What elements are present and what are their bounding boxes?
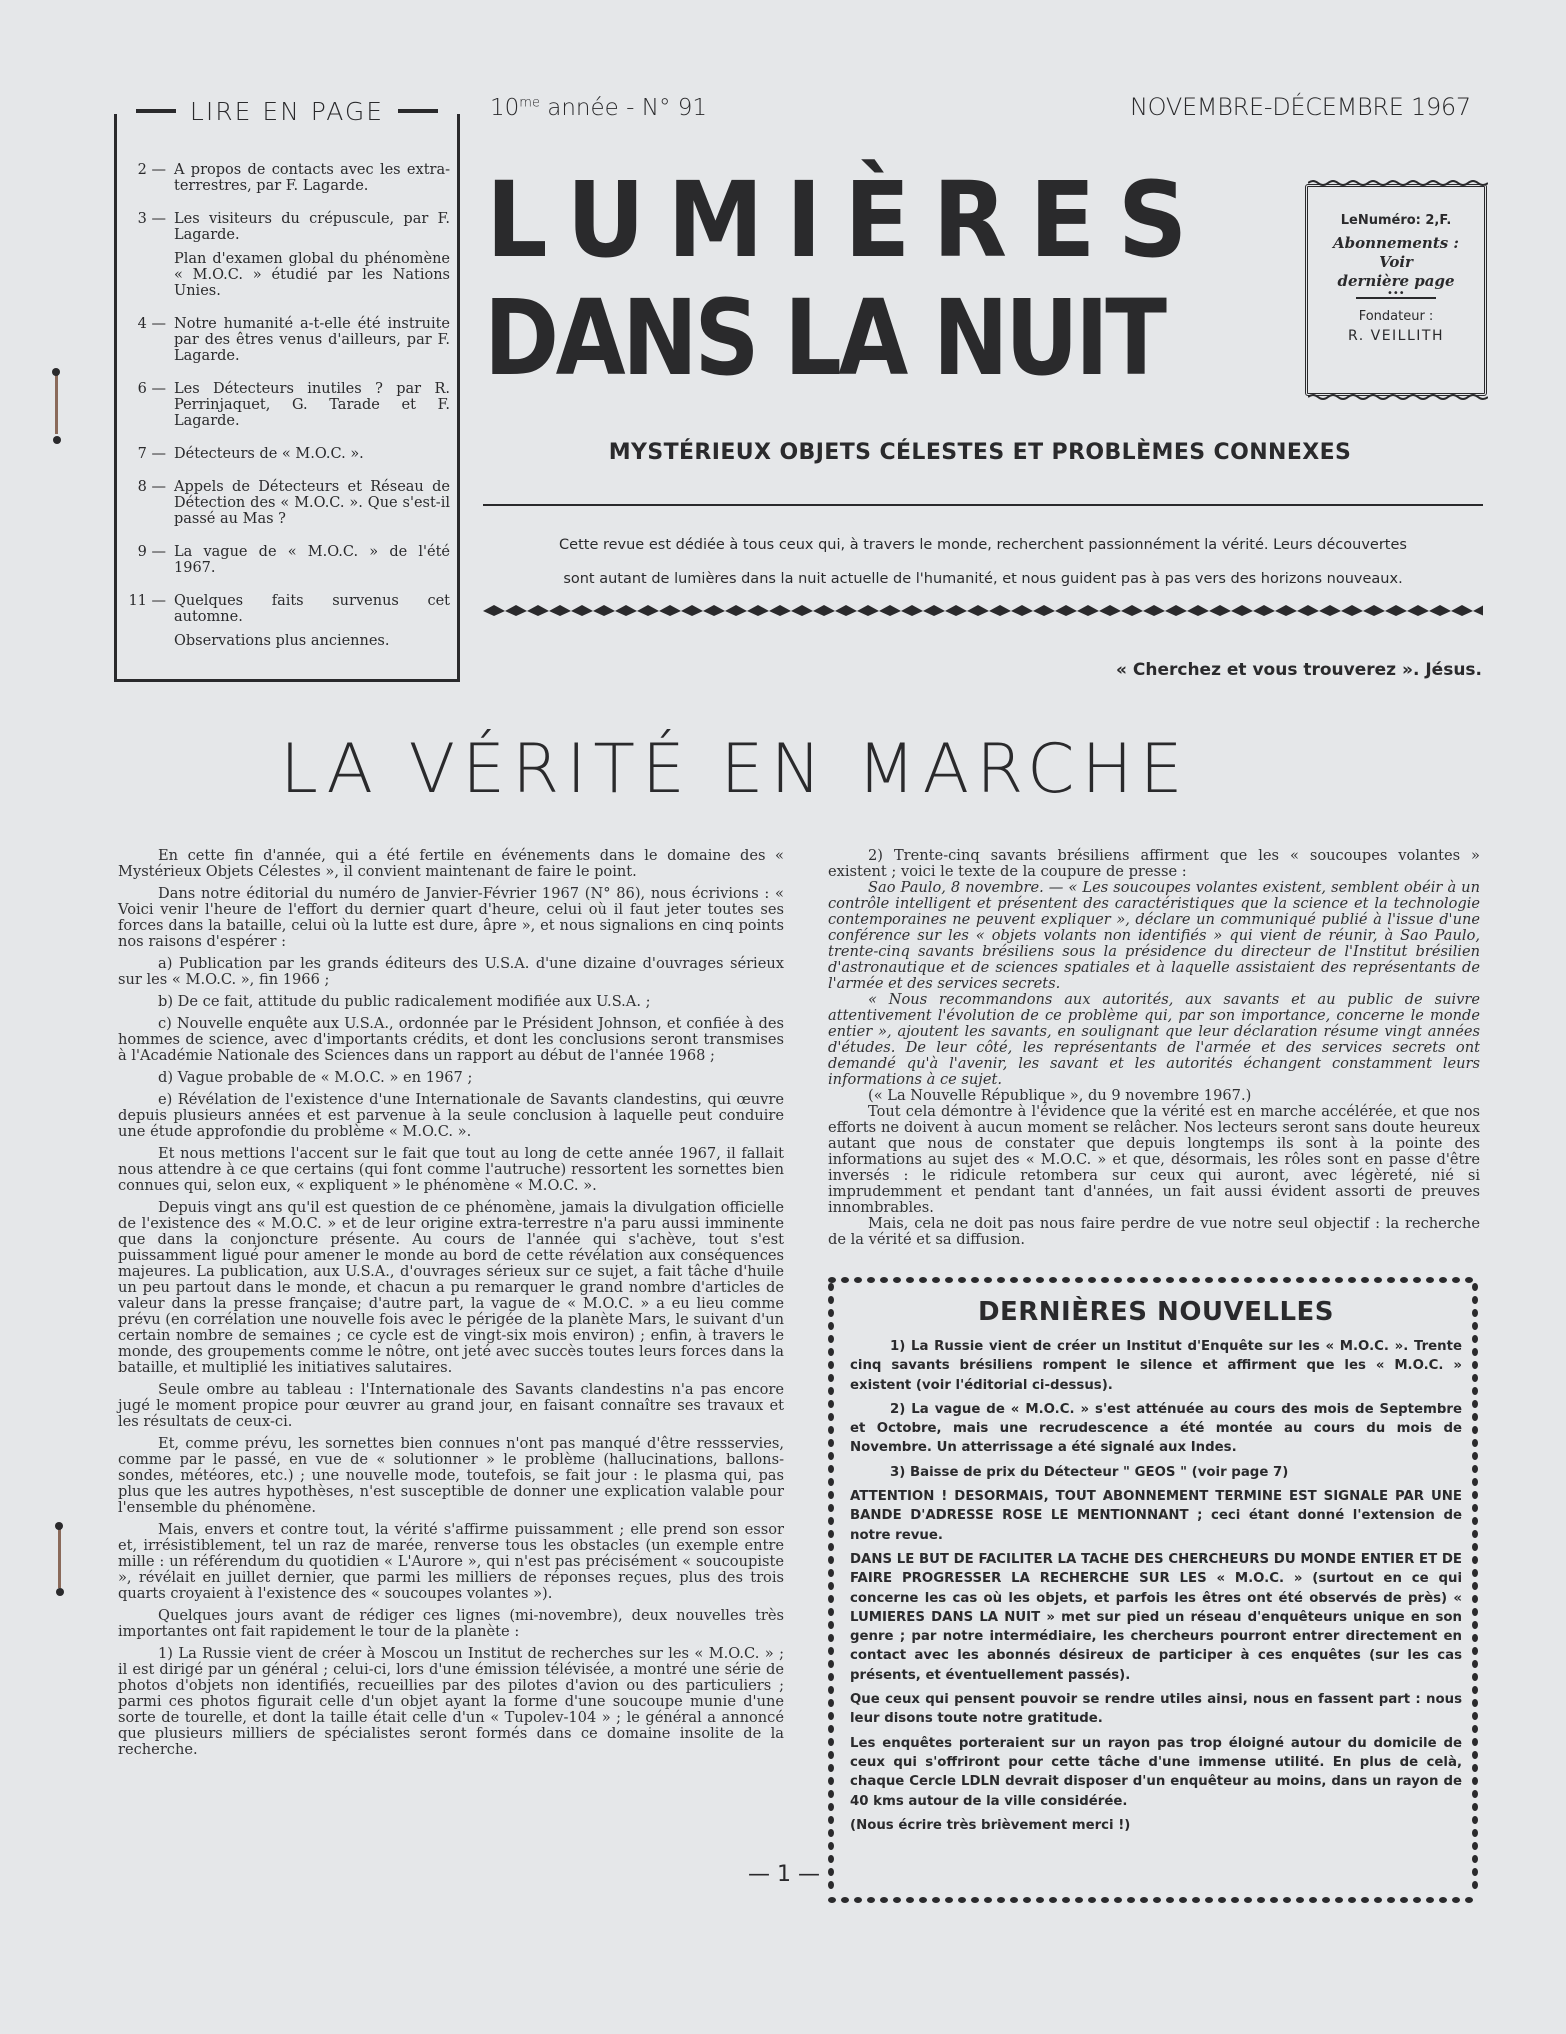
article-paragraph: Et, comme prévu, les sornettes bien connues n'ont pas manqué d'être ressservies, comme par le passé, en vue de « solutionner » le problème (hallucinations, ballons-sondes, météores, etc.) ; une nouvelle mode, toutefois, se fait jour : le plasma qui, pas plus que les autres hypothèses, n'est susceptible de donner une explication valable pour l'ensemble du phénomène. [118, 1435, 784, 1516]
article-paragraph: e) Révélation de l'existence d'une Internationale de Savants clandestins, qui œuvre depuis plusieurs années et est parvenue à la seule conclusion à laquelle peut conduire une étude approfondie du problème « M.O.C. ». [118, 1091, 784, 1140]
see-label: Voir [1379, 253, 1413, 271]
toc-page: 8 — [137, 479, 166, 495]
news-item: 2) La vague de « M.O.C. » s'est atténuée au cours des mois de Septembre et Octobre, mais une recrudescence a été montée au cours du mois de Novembre. Un atterrissage a été signalé aux Indes. [850, 1401, 1462, 1456]
dedication-line2: sont autant de lumières dans la nuit actuelle de l'humanité, et nous guident pas à pas vers des horizons nouveaux. [563, 571, 1403, 587]
beaded-border-icon [826, 1275, 1480, 1905]
dedication-line1: Cette revue est dédiée à tous ceux qui, à travers le monde, recherchent passionnément la vérité. Leurs découvertes [559, 537, 1407, 553]
subscriptions-label: Abonnements : [1333, 234, 1459, 252]
news-item: 1) La Russie vient de créer un Institut d'Enquête sur les « M.O.C. ». Trente cinq savants brésiliens rompent le silence et affirment que les « M.O.C. » existent (voir l'éditorial ci-dessus). [850, 1339, 1462, 1393]
toc-list [128, 162, 450, 666]
toc-page: 2 — [137, 162, 166, 178]
divider-rule [483, 504, 1483, 506]
toc-heading-rule-left [136, 109, 176, 113]
article-column-left [118, 848, 784, 1764]
toc-subtext: Plan d'examen global du phénomène « M.O.C. » étudié par les Nations Unies. [174, 251, 450, 299]
toc-text: Appels de Détecteurs et Réseau de Détection des « M.O.C. ». Que s'est-il passé au Mas ? [174, 479, 450, 527]
news-attention: ATTENTION ! DESORMAIS, TOUT ABONNEMENT TERMINE EST SIGNALE PAR UNE BANDE D'ADRESSE ROSE LE MENTIONNANT ; ceci étant donné l'extension de notre revue. [850, 1489, 1462, 1543]
news-radius: Les enquêtes porteraient sur un rayon pas trop éloigné autour du domicile de ceux qui s'offriront pour cette tâche d'une immense utilité. En plus de celà, chaque Cercle LDLN devrait disposer d'un enquêteur au moins, dans un rayon de 40 kms autour de la ville considérée. [850, 1735, 1462, 1809]
page-number: — 1 — [748, 1862, 820, 1887]
binder-mark [55, 372, 58, 434]
toc-subtext: Observations plus anciennes. [174, 633, 390, 649]
epigraph-quote: « Cherchez et vous trouverez ». Jésus. [1115, 660, 1482, 680]
binder-mark [58, 1526, 61, 1588]
toc-heading-text: LIRE EN PAGE [189, 96, 385, 126]
binder-dot [56, 1588, 64, 1596]
article-paragraph: Dans notre éditorial du numéro de Janvier-Février 1967 (N° 86), nous écrivions : « Voici venir l'heure de l'effort du dernier quart d'heure, celui où il faut jeter toutes ses forces dans la bataille, celui où la lutte est dure, âpre », et nous signalions en cinq points nos raisons d'espérer : [118, 885, 784, 950]
news-thanks: Que ceux qui pensent pouvoir se rendre utiles ainsi, nous en fassent part : nous leur disons toute notre gratitude. [850, 1692, 1462, 1727]
wavy-border-top-icon [1308, 179, 1488, 187]
press-quote: « Nous recommandons aux autorités, aux savants et au public de suivre attentivement l'évolution de ce problème qui, par son importance, concerne le monde entier », ajoutent les savants, en soulignant que leur déclaration résume vingt années d'études. De leur côté, les représentants de l'armée et des services secrets ont demandé qu'à l'avenir, les savant et les autorités échangent constamment leurs informations à ce sujet. [828, 991, 1480, 1088]
article-headline: LA VÉRITÉ EN MARCHE [280, 730, 1190, 809]
toc-text: Notre humanité a-t-elle été instruite par des êtres venus d'ailleurs, par F. Lagarde. [174, 316, 450, 364]
toc-page: 7 — [137, 446, 166, 462]
article-paragraph: b) De ce fait, attitude du public radicalement modifiée aux U.S.A. ; [158, 993, 651, 1010]
last-page-link[interactable]: dernière page [1337, 272, 1455, 290]
founder-label: Fondateur : [1358, 309, 1434, 324]
toc-item[interactable] [128, 211, 450, 299]
press-quote: Sao Paulo, 8 novembre. — « Les soucoupes volantes existent, semblent obéir à un contrôle intelligent et présentent des caractéristiques que la science et la technologie contemporaines ne peuvent expliquer », déclare un communiqué publié à l'issue d'une conférence sur les « objets volants non identifiés » qui vient de réunir, à Sao Paulo, trente-cinq savants brésiliens sous la présidence du directeur de l'Institut brésilien d'astronautique et de sciences spatiales et à laquelle assistaient des représentants de l'armée et des services secrets. [828, 879, 1480, 992]
toc-page: 11 — [128, 593, 166, 609]
issue-year-suffix: me [519, 95, 540, 111]
masthead-title-line1: LUMIÈRES [486, 159, 1210, 281]
issue-number [490, 95, 707, 121]
masthead-title-line2: DANS LA NUIT [484, 277, 1164, 399]
news-title: DERNIÈRES NOUVELLES [977, 1297, 1335, 1327]
zigzag-divider-icon [483, 604, 1483, 618]
toc-page: 4 — [137, 316, 166, 332]
founder-name: R. VEILLITH [1348, 328, 1444, 344]
binder-dot [55, 1522, 63, 1530]
price-box [1305, 184, 1487, 396]
toc-item[interactable] [128, 544, 450, 576]
article-paragraph: d) Vague probable de « M.O.C. » en 1967 ; [158, 1069, 473, 1086]
toc-text: Les Détecteurs inutiles ? par R. Perrinjaquet, G. Tarade et F. Lagarde. [174, 381, 450, 429]
wavy-border-bottom-icon [1308, 393, 1488, 401]
toc-item[interactable] [128, 479, 450, 527]
toc-page: 6 — [137, 381, 166, 397]
article-column-right [828, 848, 1480, 1248]
binder-dot [53, 436, 61, 444]
toc-page: 9 — [137, 544, 166, 560]
article-paragraph: Seule ombre au tableau : l'Internationale des Savants clandestins n'a pas encore jugé le moment propice pour œuvrer au grand jour, en faisant connaître ses travaux et les résultats de ceux-ci. [118, 1381, 784, 1430]
article-paragraph: Depuis vingt ans qu'il est question de ce phénomène, jamais la divulgation officielle de l'existence des « M.O.C. » et de leur origine extra-terrestre n'a paru aussi imminente que dans la conjoncture présente. Au cours de l'année qui s'achève, tout s'est puissamment ligué pour amener le monde au bord de cette révélation aux conséquences majeures. La publication, aux U.S.A., d'ouvrages sérieux sur ce sujet, a fait tâche d'huile un peu partout dans le monde, et chacun a pu remarquer le grand nombre d'articles de valeur dans la presse française; d'autre part, la vague de « M.O.C. » a eu lieu comme prévu (en corrélation une nouvelle fois avec le périgée de la planète Mars, le suivant d'un certain nombre de semaines ; ce cycle est de vingt-six mois environ) ; enfin, à travers le monde, des groupements comme le nôtre, ont jeté avec succès toutes leurs forces dans la bataille, et multiplié les initiatives salutaires. [118, 1199, 784, 1376]
article-paragraph: Mais, envers et contre tout, la vérité s'affirme puissamment ; elle prend son essor et, irrésistiblement, tel un raz de marée, renverse tous les obstacles (un exemple entre mille : un référendum du quotidien « L'Aurore », qui n'est pas précisément « soucoupiste », révélait en juillet dernier, que parmi les milliers de réponses reçues, plus des trois quarts croyaient à l'existence des « soucoupes volantes »). [118, 1521, 784, 1602]
toc-item[interactable] [128, 162, 450, 194]
article-paragraph: 2) Trente-cinq savants brésiliens affirment que les « soucoupes volantes » existent ; voici le texte de la coupure de presse : [828, 847, 1480, 880]
article-paragraph: Quelques jours avant de rédiger ces lignes (mi-novembre), deux nouvelles très importantes ont fait rapidement le tour de la planète : [118, 1607, 784, 1640]
toc-text: Détecteurs de « M.O.C. ». [174, 446, 364, 462]
toc-text: A propos de contacts avec les extra-terrestres, par F. Lagarde. [174, 162, 450, 194]
toc-item[interactable] [128, 381, 450, 429]
binder-dot [52, 368, 60, 376]
toc-text: La vague de « M.O.C. » de l'été 1967. [174, 544, 450, 576]
article-paragraph: En cette fin d'année, qui a été fertile en événements dans le domaine des « Mystérieux Objets Célestes », il convient maintenant de faire le point. [118, 847, 784, 880]
issue-date: NOVEMBRE-DÉCEMBRE 1967 [1130, 93, 1471, 121]
press-source: (« La Nouvelle République », du 9 novembre 1967.) [868, 1087, 1252, 1104]
article-paragraph: 1) La Russie vient de créer à Moscou un Institut de recherches sur les « M.O.C. » ; il est dirigé par un général ; celui-ci, lors d'une émission télévisée, a montré une série de photos d'objets non identifiés, recueillies par des pilotes d'avion ou des particuliers ; parmi ces photos figurait celle d'un objet ayant la forme d'une soucoupe munie d'une sorte de tourelle, et dont la taille était celle d'un « Tupolev-104 » ; le général a annoncé que plusieurs milliers de spécialistes seront formés dans ce domaine insolite de la recherche. [118, 1645, 784, 1758]
toc-item[interactable] [128, 593, 450, 649]
toc-heading-rule-right [398, 109, 438, 113]
issue-rest: année - N° 91 [547, 95, 708, 121]
article-paragraph: a) Publication par les grands éditeurs des U.S.A. d'une dizaine d'ouvrages sérieux sur les « M.O.C. », fin 1966 ; [118, 955, 784, 988]
toc-page: 3 — [137, 211, 166, 227]
article-paragraph: c) Nouvelle enquête aux U.S.A., ordonnée par le Président Johnson, et confiée à des hommes de science, avec d'importants crédits, et dont les conclusions seront transmises à l'Académie Nationale des Sciences dans un rapport au début de l'année 1968 ; [118, 1015, 784, 1064]
news-item: 3) Baisse de prix du Détecteur " GEOS " (voir page 7) [890, 1464, 1289, 1480]
article-paragraph: Tout cela démontre à l'évidence que la vérité est en marche accélérée, et que nos efforts ne doivent à aucun moment se relâcher. Nos lecteurs seront sans doute heureux autant que nous de constater que depuis longtemps ils sont à la pointe des informations au sujet des « M.O.C. » et que, désormais, les rôles sont en passe d'être inversés : le ridicule retombera sur ceux qui auront, avec légèreté, nié si imprudemment et pendant tant d'années, un fait aussi évident assorti de preuves innombrables. [828, 1103, 1480, 1216]
toc-text: Quelques faits survenus cet automne. [174, 593, 450, 625]
news-closing: (Nous écrire très brièvement merci !) [850, 1817, 1131, 1833]
toc-text: Les visiteurs du crépuscule, par F. Lagarde. [174, 211, 450, 243]
toc-item[interactable] [128, 446, 450, 462]
article-paragraph: Et nous mettions l'accent sur le fait que tout au long de cette année 1967, il fallait nous attendre à ce que certains (qui font comme l'autruche) ressortent les sornettes bien connues qui, selon eux, « expliquent » le phénomène « M.O.C. ». [118, 1145, 784, 1194]
price: LeNuméro: 2,F. [1340, 213, 1452, 228]
subscriptions-note [1308, 234, 1484, 291]
article-paragraph: Mais, cela ne doit pas nous faire perdre de vue notre seul objectif : la recherche de la vérité et sa diffusion. [828, 1215, 1480, 1248]
issue-year: 10 [490, 95, 520, 121]
toc-item[interactable] [128, 316, 450, 364]
latest-news-box [826, 1275, 1480, 1905]
news-network: DANS LE BUT DE FACILITER LA TACHE DES CHERCHEURS DU MONDE ENTIER ET DE FAIRE PROGRESSER LA RECHERCHE SUR LES « M.O.C. » (surtout en ce qui concerne les cas où les objets, et parfois les êtres ont été observés de près) « LUMIERES DANS LA NUIT » met sur pied un réseau d'enquêteurs unique en son genre ; par notre intermédiaire, les chercheurs pourront entrer directement en contact avec les abonnés désireux de participer à ces enquêtes (sur les cas présents, et éventuellement passés). [850, 1551, 1462, 1683]
masthead-subtitle: MYSTÉRIEUX OBJETS CÉLESTES ET PROBLÈMES CONNEXES [608, 440, 1352, 465]
ornament-divider [1356, 297, 1436, 299]
